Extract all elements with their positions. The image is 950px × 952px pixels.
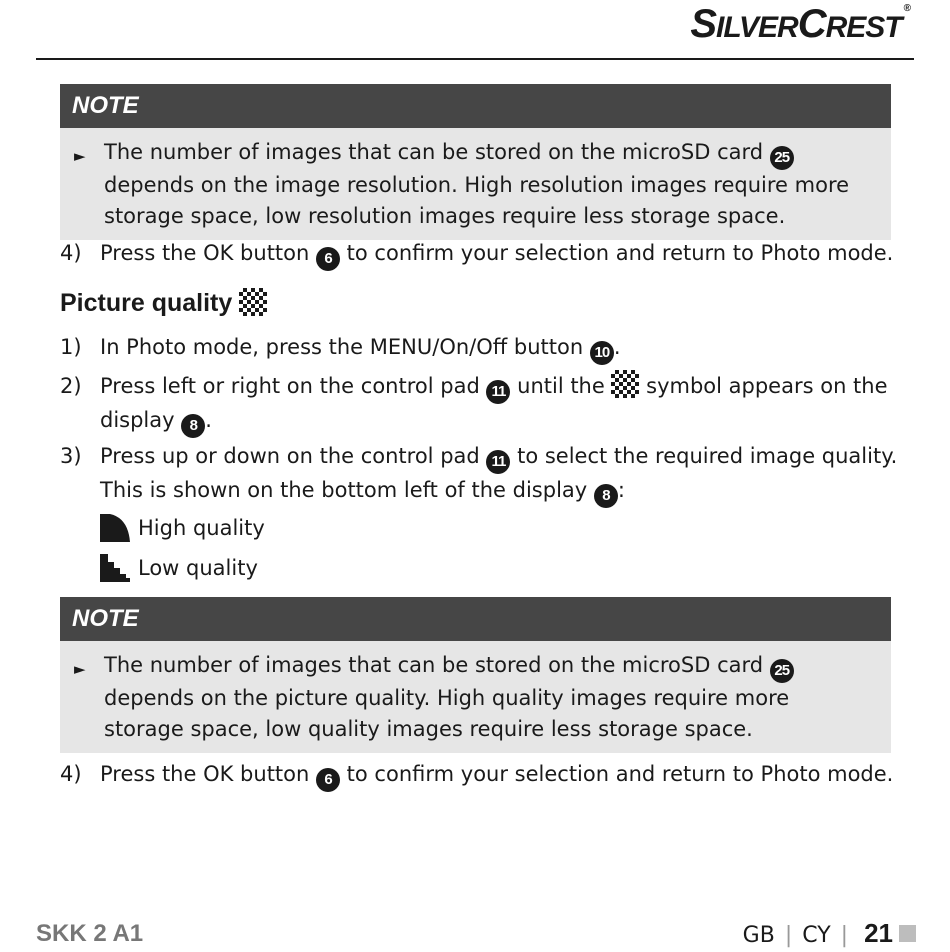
step-2-quality: 2) Press left or right on the control pad 11 until the symbol appears on the display 8 . [60,370,898,438]
ref-number-icon: 6 [316,247,340,271]
arrow-bullet-icon: ► [74,660,86,678]
ref-number-icon: 10 [590,341,614,365]
note-box-quality [60,597,891,753]
ref-number-icon: 8 [181,414,205,438]
quality-option-high: High quality [100,512,265,544]
header-rule [36,58,914,60]
low-quality-icon [100,554,130,582]
footer-page-info: GB | CY | 21 [743,918,916,949]
ref-number-icon: 8 [594,484,618,508]
high-quality-icon [100,514,130,542]
ref-number-icon: 25 [770,146,794,170]
step-1-quality: 1) In Photo mode, press the MENU/On/Off button 10 . [60,331,898,365]
page-marker-square [899,925,916,942]
note-body: ► The number of images that can be stored on the microSD card 25 depends on the picture quality. High quality images require more storage space, low quality images require less storage space. [60,641,891,753]
note-box-resolution [60,84,891,240]
language-cy: CY [802,923,831,948]
ref-number-icon: 11 [486,450,510,474]
ref-number-icon: 25 [770,659,794,683]
step-4-quality: 4) Press the OK button 6 to confirm your selection and return to Photo mode. [60,758,898,792]
language-gb: GB [742,923,775,948]
note-title: NOTE [60,84,891,128]
ref-number-icon: 11 [486,380,510,404]
ref-number-icon: 6 [316,768,340,792]
arrow-bullet-icon: ► [74,147,86,165]
note-title: NOTE [60,597,891,641]
silvercrest-logo: SILVERCREST® [690,2,910,46]
section-title-picture-quality: Picture quality [60,288,267,318]
model-number: SKK 2 A1 [36,920,144,947]
note-body: ► The number of images that can be stored on the microSD card 25 depends on the image resolution. High resolution images require more storage space, low resolution images require less storage space. [74,140,850,228]
quality-option-low: Low quality [100,552,258,584]
step-3-quality: 3) Press up or down on the control pad 11 to select the required image quality. This is shown on the bottom left of the display 8 : [60,440,898,508]
page-number: 21 [864,918,893,948]
checker-quality-icon [239,288,267,316]
checker-quality-icon [611,370,639,398]
step-4-resolution: 4) Press the OK button 6 to confirm your selection and return to Photo mode. [60,237,898,271]
